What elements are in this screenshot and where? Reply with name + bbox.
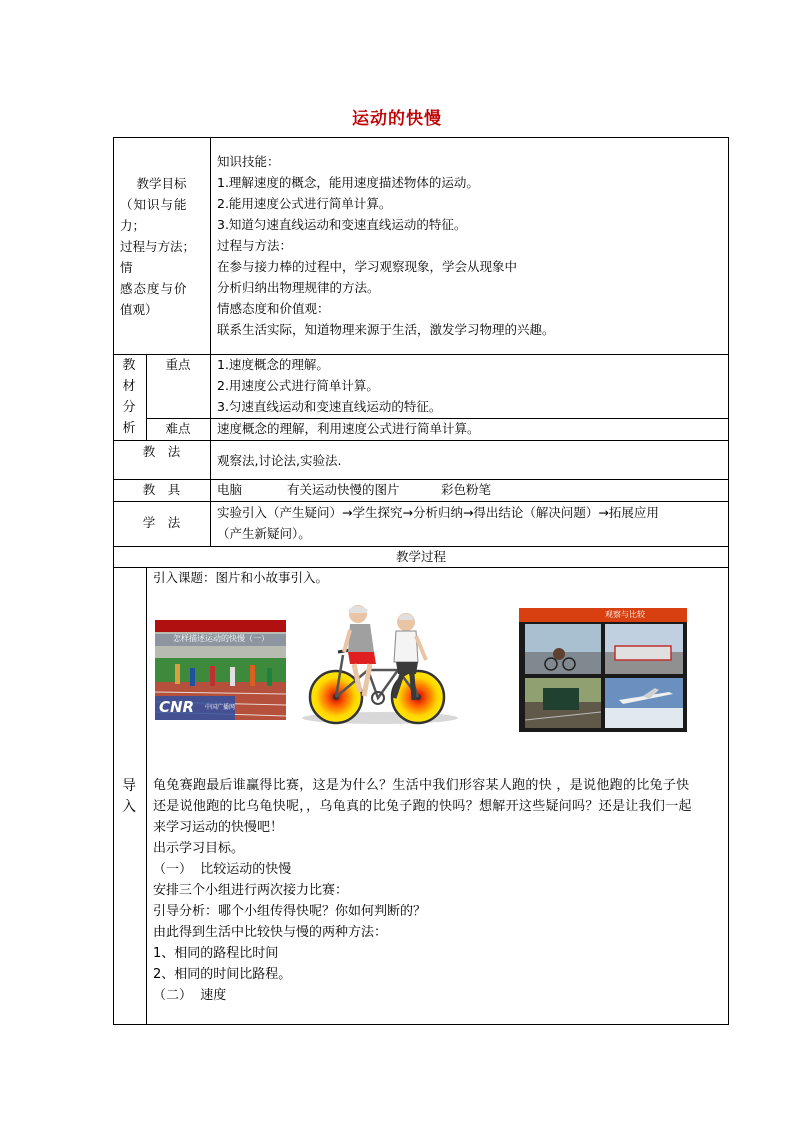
text-line: （一） 比较运动的快慢 (153, 862, 292, 877)
text-line: 力； (120, 218, 146, 233)
methods-label: 教 法 (142, 444, 181, 459)
slide-title: 观察与比较 (605, 610, 645, 619)
text-line: 感态度与价 (120, 281, 188, 296)
text-line: 还是说他跑的比乌龟快呢，，乌龟真的比兔子跑的快吗？想解开这些疑问吗？还是让我们一起 (153, 799, 692, 814)
text-line: 情 (120, 260, 133, 275)
race-photo-logo: CNR (159, 698, 195, 716)
table-rule (146, 567, 147, 1025)
tandem-bicycle-illustration (298, 600, 461, 726)
text-line: 过程与方法： (217, 238, 293, 253)
text-line: 教学目标 (136, 176, 187, 191)
table-rule (113, 501, 729, 502)
text-line: 材 (122, 379, 136, 394)
text-line: 出示学习目标。 (153, 841, 245, 856)
difficulty-label: 难点 (165, 421, 191, 436)
tools-label: 教 具 (142, 482, 181, 497)
text-line: 知识技能： (217, 154, 280, 169)
text-line: 分 (122, 400, 136, 415)
text-line: 教 (122, 358, 136, 373)
race-photo-logo-sub: 中国广播网 (205, 704, 236, 711)
learning-label: 学 法 (142, 515, 181, 530)
text-line: 析 (122, 421, 136, 436)
text-line: 导 (122, 778, 136, 794)
text-line: 1.速度概念的理解。 (217, 357, 329, 372)
text-line: （二） 速度 (153, 988, 227, 1003)
text-line: 3.匀速直线运动和变速直线运动的特征。 (217, 399, 442, 414)
text-line: 由此得到生活中比较快与慢的两种方法： (153, 925, 388, 940)
text-line: 龟兔赛跑最后谁赢得比赛，这是为什么？生活中我们形容某人跑的快 ，是说他跑的比兔子快 (153, 778, 690, 793)
text-line: 安排三个小组进行两次接力比赛： (153, 883, 349, 898)
text-line: 值观） (120, 302, 158, 317)
methods-content: 观察法,讨论法,实验法. (217, 453, 342, 468)
text-line: 来学习运动的快慢吧！ (153, 820, 284, 835)
text-line: 过程与方法； (120, 239, 196, 254)
tools-item-pictures: 有关运动快慢的图片 (287, 482, 400, 497)
intro-topic: 引入课题：图片和小故事引入。 (153, 570, 329, 585)
key-points-label: 重点 (165, 357, 191, 372)
page-title: 运动的快慢 (352, 109, 442, 129)
tools-item-chalk: 彩色粉笔 (441, 482, 492, 497)
table-rule (113, 440, 729, 441)
process-header: 教学过程 (395, 549, 446, 564)
text-line: 1、相同的路程比时间 (153, 946, 279, 961)
text-line: 2.用速度公式进行简单计算。 (217, 378, 379, 393)
text-line: 1.理解速度的概念，能用速度描述物体的运动。 (217, 175, 479, 190)
text-line: 2、相同的时间比路程。 (153, 967, 292, 982)
difficulty-content: 速度概念的理解，利用速度公式进行简单计算。 (217, 421, 480, 436)
tools-item-computer: 电脑 (217, 482, 243, 497)
text-line: 实验引入（产生疑问）→学生探究→分析归纳→得出结论（解决问题）→拓展应用 (217, 505, 659, 520)
text-line: 入 (122, 799, 136, 815)
text-line: 在参与接力棒的过程中，学习观察现象，学会从现象中 (217, 259, 518, 274)
text-line: 情感态度和价值观： (217, 301, 330, 316)
text-line: 引导分析：哪个小组传得快呢？你如何判断的？ (153, 904, 427, 919)
text-line: 3.知道匀速直线运动和变速直线运动的特征。 (217, 217, 467, 232)
table-rule (210, 137, 211, 546)
text-line: （知识与能 (120, 197, 188, 212)
text-line: （产生新疑问）。 (217, 526, 311, 541)
race-photo-banner: 怎样描述运动的快慢（一） (173, 634, 269, 643)
text-line: 分析归纳出物理规律的方法。 (217, 280, 380, 295)
race-photo (155, 620, 286, 720)
text-line: 2.能用速度公式进行简单计算。 (217, 196, 392, 211)
observe-compare-slide (519, 608, 687, 732)
text-line: 联系生活实际，知道物理来源于生活，激发学习物理的兴趣。 (217, 322, 555, 337)
